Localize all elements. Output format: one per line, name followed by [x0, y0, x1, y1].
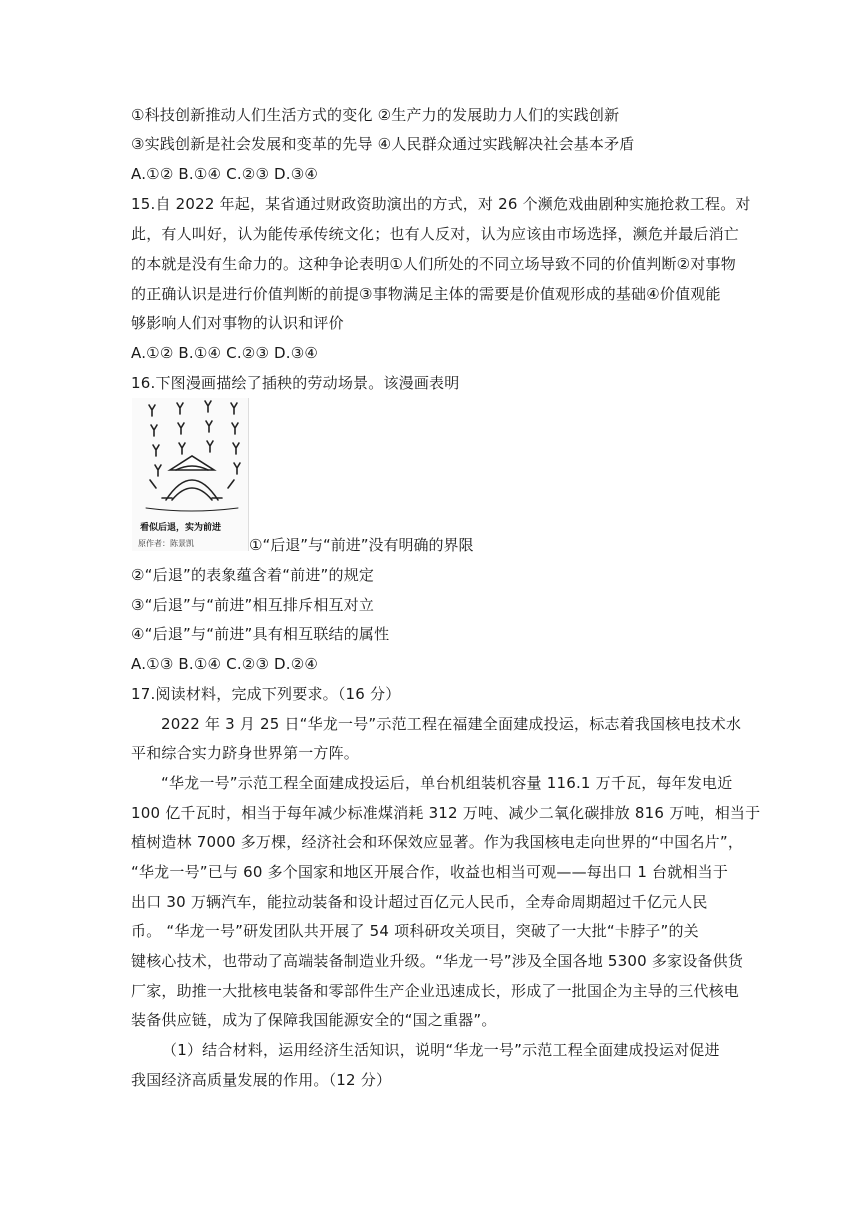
q14-answer-choices: A.①② B.①④ C.②③ D.③④ [131, 165, 319, 183]
q17-para2-line-8: 厂家，助推一大批核电装备和零部件生产企业迅速成长，形成了一批国企为主导的三代核电 [131, 982, 740, 1000]
q17-para2-line-3: 植树造林 7000 多万棵，经济社会和环保效应显著。作为我国核电走向世界的“中国名片”， [131, 833, 744, 851]
q17-para2-line-7: 键核心技术，也带动了高端装备制造业升级。“华龙一号”涉及全国各地 5300 多家设备供货 [131, 952, 744, 970]
q16-option-2: ②“后退”的表象蕴含着“前进”的规定 [131, 566, 375, 584]
cartoon-caption: 看似后退，实为前进 [140, 523, 222, 533]
q15-line-5: 够影响人们对事物的认识和评价 [131, 314, 344, 332]
rice-planting-cartoon [132, 398, 249, 551]
q15-line-4: 的正确认识是进行价值判断的前提③事物满足主体的需要是价值观形成的基础④价值观能 [131, 285, 721, 303]
q17-para2-line-6: 币。 “华龙一号”研发团队共开展了 54 项科研攻关项目，突破了一大批“卡脖子”的关 [131, 922, 699, 940]
q14-option-line-1: ①科技创新推动人们生活方式的变化 ②生产力的发展助力人们的实践创新 [131, 106, 620, 124]
q17-para2-line-5: 出口 30 万辆汽车，能拉动装备和设计超过百亿元人民币，全寿命周期超过千亿元人民 [131, 893, 708, 911]
q16-option-1: ①“后退”与“前进”没有明确的界限 [249, 536, 474, 554]
q17-para2-line-2: 100 亿千瓦时，相当于每年减少标准煤消耗 312 万吨、减少二氧化碳排放 816 万吨，相当于 [131, 804, 761, 822]
cartoon-author: 原作者：陈景凯 [138, 539, 194, 548]
q15-line-2: 此，有人叫好，认为能传承传统文化；也有人反对，认为应该由市场选择，濒危并最后消亡 [131, 225, 740, 243]
q15-answer-choices: A.①② B.①④ C.②③ D.③④ [131, 344, 319, 362]
q17-para2-line-9: 装备供应链，成为了保障我国能源安全的“国之重器”。 [131, 1011, 497, 1029]
q15-line-1: 15.自 2022 年起，某省通过财政资助演出的方式，对 26 个濒危戏曲剧种实施抢救工程。对 [131, 195, 751, 213]
q16-option-3: ③“后退”与“前进”相互排斥相互对立 [131, 596, 375, 614]
q16-option-4: ④“后退”与“前进”具有相互联结的属性 [131, 625, 390, 643]
q16-stem: 16.下图漫画描绘了插秧的劳动场景。该漫画表明 [131, 374, 460, 392]
q17-para2-line-4: “华龙一号”已与 60 多个国家和地区开展合作，收益也相当可观——每出口 1 台就相当于 [131, 863, 729, 881]
seedling-column-2 [177, 403, 185, 454]
q17-para1-line-1: 2022 年 3 月 25 日“华龙一号”示范工程在福建全面建成投运，标志着我国核电技术水 [161, 715, 742, 733]
seedling-column-4 [231, 403, 240, 474]
q17-stem: 17.阅读材料，完成下列要求。（16 分） [131, 685, 401, 703]
seedling-column-1 [149, 405, 161, 476]
q15-line-3: 的本就是没有生命力的。这种争论表明①人们所处的不同立场导致不同的价值判断②对事物 [131, 255, 736, 273]
q17-para1-line-2: 平和综合实力跻身世界第一方阵。 [131, 744, 360, 762]
seedling-column-3 [205, 401, 213, 452]
q17-sub1-line-1: （1）结合材料，运用经济生活知识，说明“华龙一号”示范工程全面建成投运对促进 [162, 1041, 720, 1059]
q17-sub1-line-2: 我国经济高质量发展的作用。（12 分） [131, 1071, 392, 1089]
q14-option-line-2: ③实践创新是社会发展和变革的先导 ④人民群众通过实践解决社会基本矛盾 [131, 135, 635, 153]
q16-answer-choices: A.①③ B.①④ C.②③ D.②④ [131, 655, 319, 673]
q17-para2-line-1: “华龙一号”示范工程全面建成投运后，单台机组装机容量 116.1 万千瓦，每年发电近 [161, 774, 733, 792]
